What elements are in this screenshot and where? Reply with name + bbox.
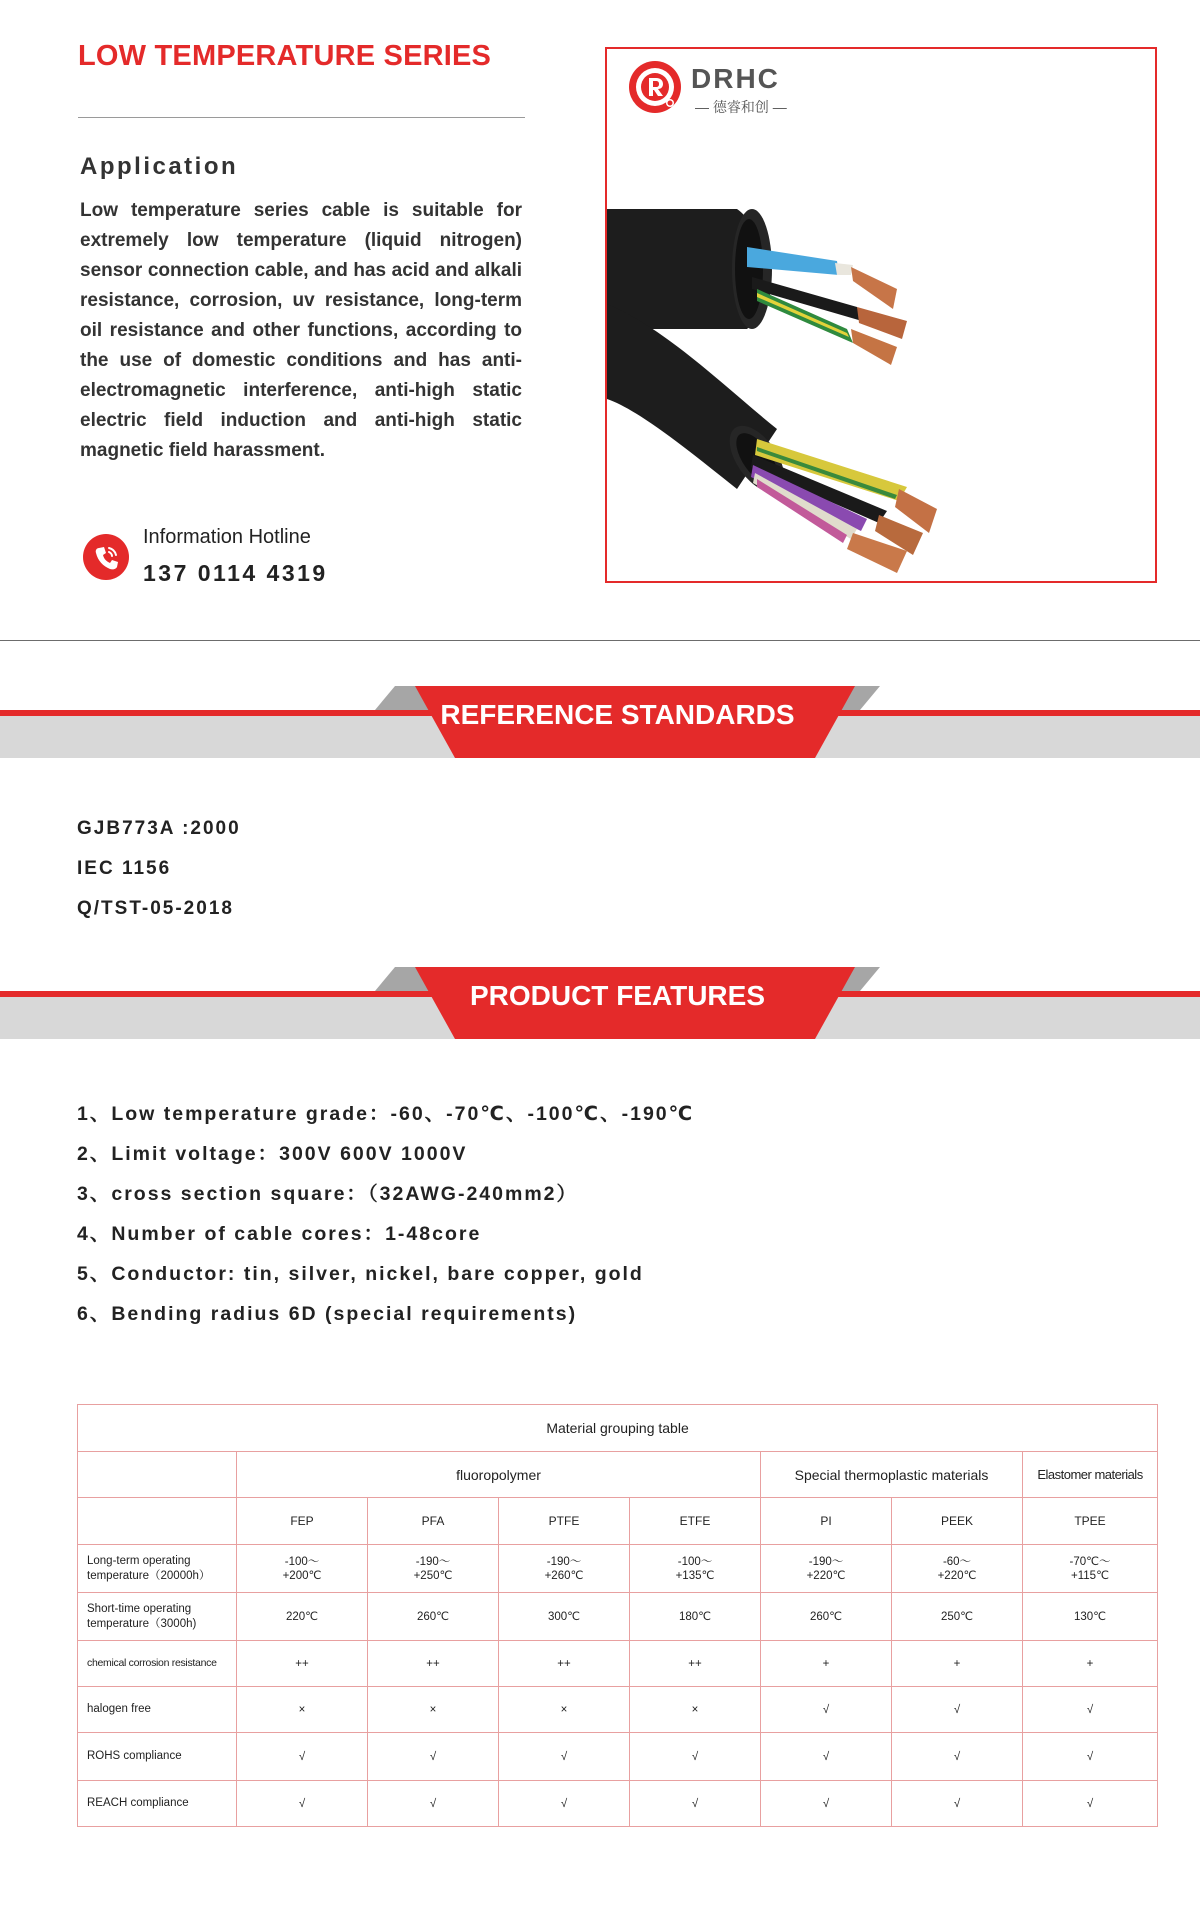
table-cell: √ <box>499 1781 630 1827</box>
table-cell: √ <box>892 1733 1023 1781</box>
table-cell: -190～ +220℃ <box>761 1545 892 1593</box>
table-cell: -190～ +250℃ <box>368 1545 499 1593</box>
table-cell: 130℃ <box>1023 1593 1158 1641</box>
material-header: PI <box>761 1498 892 1545</box>
row-label: ROHS compliance <box>78 1733 237 1781</box>
feature-item: 1、Low temperature grade：-60、-70℃、-100℃、-190℃ <box>77 1103 695 1125</box>
row-label: halogen free <box>78 1687 237 1733</box>
product-features-banner <box>0 967 1200 1039</box>
group-elastomer: Elastomer materials <box>1023 1452 1158 1498</box>
table-cell: √ <box>761 1687 892 1733</box>
material-header: PTFE <box>499 1498 630 1545</box>
table-cell: √ <box>630 1781 761 1827</box>
phone-icon <box>82 533 130 581</box>
table-row <box>78 1545 1158 1593</box>
table-cell: √ <box>368 1781 499 1827</box>
table-cell: √ <box>761 1733 892 1781</box>
table-cell: -70℃～ +115℃ <box>1023 1545 1158 1593</box>
material-header: PEEK <box>892 1498 1023 1545</box>
table-cell: 250℃ <box>892 1593 1023 1641</box>
table-cell: -60～ +220℃ <box>892 1545 1023 1593</box>
table-cell: × <box>237 1687 368 1733</box>
material-header: PFA <box>368 1498 499 1545</box>
table-cell: ++ <box>499 1641 630 1687</box>
page-title: LOW TEMPERATURE SERIES <box>78 40 492 72</box>
feature-item: 6、Bending radius 6D (special requirements) <box>77 1303 578 1325</box>
group-fluoropolymer: fluoropolymer <box>237 1452 761 1498</box>
table-cell: -100～ +135℃ <box>630 1545 761 1593</box>
table-cell: + <box>1023 1641 1158 1687</box>
table-cell: √ <box>1023 1687 1158 1733</box>
feature-item: 3、cross section square：（32AWG-240mm2） <box>77 1183 579 1205</box>
hotline-number[interactable]: 137 0114 4319 <box>143 560 328 586</box>
product-image-frame <box>605 47 1157 583</box>
table-cell: -100～ +200℃ <box>237 1545 368 1593</box>
standard-item: IEC 1156 <box>77 858 172 879</box>
table-corner-cell <box>78 1452 237 1498</box>
logo-text: DRHC <box>691 63 780 94</box>
table-cell: × <box>368 1687 499 1733</box>
feature-item: 4、Number of cable cores：1-48core <box>77 1223 482 1245</box>
table-cell: 220℃ <box>237 1593 368 1641</box>
table-cell: 260℃ <box>368 1593 499 1641</box>
table-cell: × <box>499 1687 630 1733</box>
table-row <box>78 1733 1158 1781</box>
row-label: Short-time operating temperature（3000h) <box>78 1593 237 1641</box>
group-special-thermoplastic: Special thermoplastic materials <box>761 1452 1023 1498</box>
application-text: Low temperature series cable is suitable for extremely low temperature (liquid nitrogen) sensor connection cable, and has acid and alkali resistance, corrosion, uv resistance, long-term oil resistance and other functions, according to the use of domestic conditions and has anti-electromagnetic interference, anti-high static electric field induction and anti-high static magnetic field harassment. <box>80 200 522 461</box>
table-cell: 300℃ <box>499 1593 630 1641</box>
table-row <box>78 1593 1158 1641</box>
table-cell: √ <box>499 1733 630 1781</box>
table-cell: ++ <box>237 1641 368 1687</box>
table-row <box>78 1781 1158 1827</box>
standard-item: Q/TST-05-2018 <box>77 898 234 919</box>
table-cell: -190～ +260℃ <box>499 1545 630 1593</box>
table-cell: √ <box>892 1687 1023 1733</box>
row-label: Long-term operating temperature（20000h） <box>78 1545 237 1593</box>
material-grouping-table <box>77 1404 1158 1827</box>
table-row <box>78 1641 1158 1687</box>
table-cell: √ <box>237 1781 368 1827</box>
table-cell: √ <box>892 1781 1023 1827</box>
row-label: chemical corrosion resistance <box>78 1641 237 1687</box>
table-row <box>78 1687 1158 1733</box>
application-heading: Application <box>80 153 239 180</box>
table-cell: 180℃ <box>630 1593 761 1641</box>
section-divider <box>0 640 1200 641</box>
table-cell: √ <box>1023 1733 1158 1781</box>
table-cell: × <box>630 1687 761 1733</box>
table-title: Material grouping table <box>78 1405 1158 1452</box>
feature-item: 2、Limit voltage：300V 600V 1000V <box>77 1143 468 1165</box>
reference-standards-heading: REFERENCE STANDARDS <box>440 699 795 730</box>
table-cell: 260℃ <box>761 1593 892 1641</box>
table-cell: √ <box>368 1733 499 1781</box>
table-cell: + <box>761 1641 892 1687</box>
feature-item: 5、Conductor: tin, silver, nickel, bare copper, gold <box>77 1263 644 1285</box>
table-corner-cell <box>78 1498 237 1545</box>
standard-item: GJB773A :2000 <box>77 818 241 839</box>
row-label: REACH compliance <box>78 1781 237 1827</box>
table-cell: ++ <box>630 1641 761 1687</box>
cable-illustration <box>607 189 1155 581</box>
table-cell: + <box>892 1641 1023 1687</box>
material-header: ETFE <box>630 1498 761 1545</box>
product-features-heading: PRODUCT FEATURES <box>469 980 766 1011</box>
table-cell: ++ <box>368 1641 499 1687</box>
table-cell: √ <box>237 1733 368 1781</box>
title-divider <box>78 117 525 118</box>
material-header: FEP <box>237 1498 368 1545</box>
table-cell: √ <box>1023 1781 1158 1827</box>
logo-subtitle: — 德睿和创 — <box>695 99 787 115</box>
table-cell: √ <box>761 1781 892 1827</box>
reference-standards-banner <box>0 686 1200 758</box>
drhc-logo-icon <box>627 59 683 115</box>
hotline-label: Information Hotline <box>143 526 311 548</box>
material-header: TPEE <box>1023 1498 1158 1545</box>
table-cell: √ <box>630 1733 761 1781</box>
